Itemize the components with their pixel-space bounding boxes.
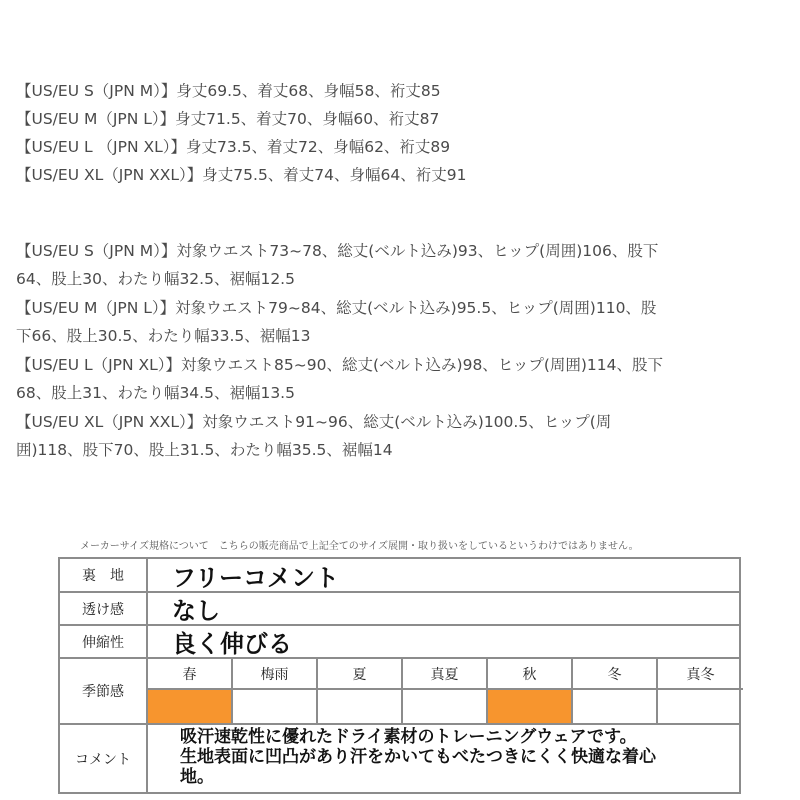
season-indicator <box>488 690 571 723</box>
sheer-label: 透け感 <box>60 593 148 624</box>
spec-table <box>58 557 741 794</box>
size-line: 68、股上31、わたり幅34.5、裾幅13.5 <box>16 384 295 402</box>
season-indicator <box>573 690 656 723</box>
lining-label: 裏 地 <box>60 559 148 591</box>
size-note: メーカーサイズ規格について こちらの販売商品で上記全てのサイズ展開・取り扱いをしているというわけではありません。 <box>80 541 639 552</box>
comment-line: 吸汗速乾性に優れたドライ素材のトレーニングウェアです。 <box>180 727 637 747</box>
size-line: 下66、股上30.5、わたり幅33.5、裾幅13 <box>16 327 311 345</box>
size-line: 64、股上30、わたり幅32.5、裾幅12.5 <box>16 270 295 288</box>
season-name: 真冬 <box>658 659 743 690</box>
spec-row-sheer <box>60 593 739 626</box>
season-grid <box>148 659 739 723</box>
sheer-value: なし <box>172 597 220 625</box>
season-name: 真夏 <box>403 659 486 690</box>
lining-value: フリーコメント <box>172 563 340 592</box>
season-name: 夏 <box>318 659 401 690</box>
season-col-autumn <box>488 659 573 723</box>
comment-text <box>148 725 739 792</box>
size-line: 【US/EU XL（JPN XXL）】対象ウエスト91~96、総丈(ベルト込み)100.5、ヒップ(周 <box>16 413 612 431</box>
season-indicator <box>403 690 486 723</box>
season-col-midsummer <box>403 659 488 723</box>
size-line: 【US/EU S（JPN M）】対象ウエスト73~78、総丈(ベルト込み)93、ヒップ(周囲)106、股下 <box>16 242 659 260</box>
comment-line: 生地表面に凹凸があり汗をかいてもべたつきにくく快適な着心 <box>180 747 656 767</box>
season-col-spring <box>148 659 233 723</box>
season-name: 冬 <box>573 659 656 690</box>
size-line: 【US/EU XL（JPN XXL）】身丈75.5、着丈74、身幅64、裄丈91 <box>16 166 467 184</box>
spec-row-lining <box>60 559 739 593</box>
spec-row-season <box>60 659 739 725</box>
size-line: 【US/EU L（JPN XL）】対象ウエスト85~90、総丈(ベルト込み)98、ヒップ(周囲)114、股下 <box>16 356 664 374</box>
stretch-value: 良く伸びる <box>172 630 292 658</box>
season-name: 梅雨 <box>233 659 316 690</box>
season-label: 季節感 <box>60 659 148 723</box>
stretch-label: 伸縮性 <box>60 626 148 657</box>
size-line: 【US/EU S（JPN M）】身丈69.5、着丈68、身幅58、裄丈85 <box>16 82 441 100</box>
comment-label: コメント <box>60 725 148 792</box>
season-col-midwinter <box>658 659 743 723</box>
size-line: 【US/EU M（JPN L）】対象ウエスト79~84、総丈(ベルト込み)95.5、ヒップ(周囲)110、股 <box>16 299 657 317</box>
season-col-rainy <box>233 659 318 723</box>
size-line: 囲)118、股下70、股上31.5、わたり幅35.5、裾幅14 <box>16 441 393 459</box>
season-col-summer <box>318 659 403 723</box>
season-indicator <box>318 690 401 723</box>
season-indicator <box>148 690 231 723</box>
size-line: 【US/EU M（JPN L）】身丈71.5、着丈70、身幅60、裄丈87 <box>16 110 440 128</box>
size-line: 【US/EU L （JPN XL）】身丈73.5、着丈72、身幅62、裄丈89 <box>16 138 451 156</box>
season-name: 春 <box>148 659 231 690</box>
season-col-winter <box>573 659 658 723</box>
comment-line: 地。 <box>180 767 214 787</box>
season-indicator <box>233 690 316 723</box>
spec-row-stretch <box>60 626 739 659</box>
season-indicator <box>658 690 743 723</box>
spec-row-comment <box>60 725 739 792</box>
season-name: 秋 <box>488 659 571 690</box>
